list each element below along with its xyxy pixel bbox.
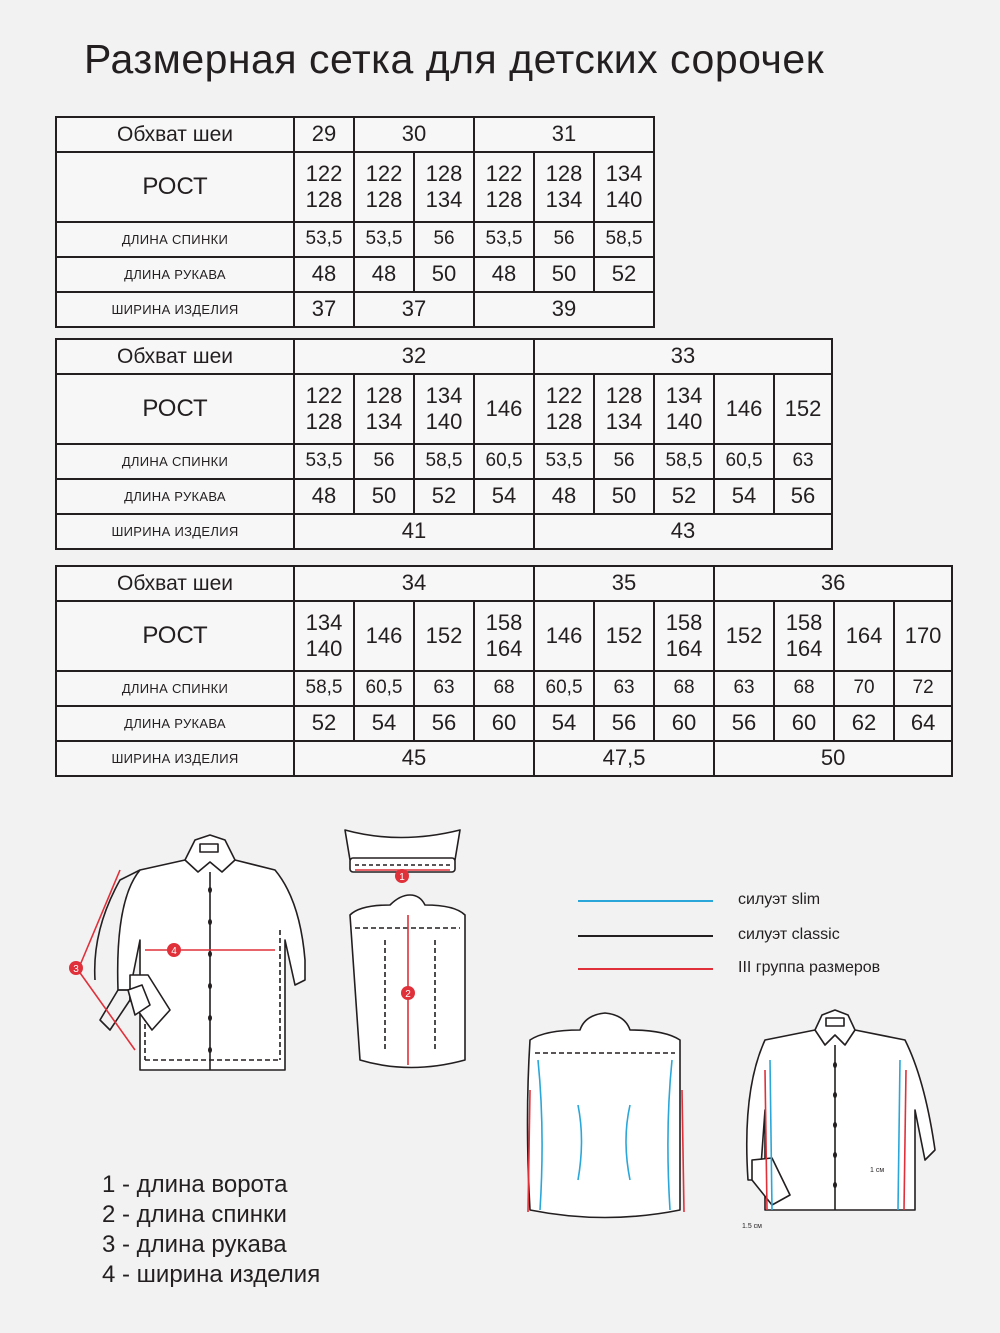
height-value: 122 128 xyxy=(294,152,354,222)
neck-value: 29 xyxy=(294,117,354,152)
height-value: 146 xyxy=(534,601,594,671)
neck-label: Обхват шеи xyxy=(56,566,294,601)
neck-label: Обхват шеи xyxy=(56,339,294,374)
back-length-value: 53,5 xyxy=(294,222,354,257)
sleeve-length-value: 56 xyxy=(774,479,832,514)
height-value: 128 134 xyxy=(594,374,654,444)
neck-value: 33 xyxy=(534,339,832,374)
width-value: 45 xyxy=(294,741,534,776)
height-value: 122 128 xyxy=(534,374,594,444)
back-length-value: 56 xyxy=(594,444,654,479)
dim-1cm: 1 см xyxy=(870,1167,885,1174)
sleeve-length-value: 60 xyxy=(654,706,714,741)
height-value: 158 164 xyxy=(654,601,714,671)
sleeve-length-value: 48 xyxy=(294,479,354,514)
back-length-value: 53,5 xyxy=(474,222,534,257)
width-value: 37 xyxy=(354,292,474,327)
neck-value: 34 xyxy=(294,566,534,601)
marker-2 xyxy=(401,986,415,1000)
back-length-label: ДЛИНА СПИНКИ xyxy=(56,444,294,479)
measurement-notes xyxy=(102,1170,320,1290)
sleeve-length-label: ДЛИНА РУКАВА xyxy=(56,479,294,514)
sleeve-length-value: 48 xyxy=(474,257,534,292)
collar-illustration xyxy=(345,830,460,872)
width-value: 41 xyxy=(294,514,534,549)
neck-value: 36 xyxy=(714,566,952,601)
neck-value: 30 xyxy=(354,117,474,152)
height-value: 146 xyxy=(714,374,774,444)
svg-text:1: 1 xyxy=(399,872,405,883)
back-length-value: 53,5 xyxy=(534,444,594,479)
dim-1-5cm: 1.5 см xyxy=(742,1223,762,1230)
sleeve-length-value: 50 xyxy=(594,479,654,514)
legend-label-size-group: III группа размеров xyxy=(738,959,881,976)
width-value: 47,5 xyxy=(534,741,714,776)
back-length-value: 56 xyxy=(414,222,474,257)
front-shirt-illustration xyxy=(95,835,305,1070)
width-label: ШИРИНА ИЗДЕЛИЯ xyxy=(56,514,294,549)
height-value: 128 134 xyxy=(534,152,594,222)
sleeve-length-value: 52 xyxy=(294,706,354,741)
back-length-value: 72 xyxy=(894,671,952,706)
page-title: Размерная сетка для детских сорочек xyxy=(84,36,825,82)
sleeve-length-value: 52 xyxy=(594,257,654,292)
legend-line-classic xyxy=(578,935,713,937)
height-value: 158 164 xyxy=(774,601,834,671)
neck-value: 31 xyxy=(474,117,654,152)
sleeve-length-value: 48 xyxy=(534,479,594,514)
height-value: 122 128 xyxy=(474,152,534,222)
height-value: 128 134 xyxy=(414,152,474,222)
sleeve-length-value: 56 xyxy=(714,706,774,741)
sleeve-length-label: ДЛИНА РУКАВА xyxy=(56,706,294,741)
back-length-value: 53,5 xyxy=(354,222,414,257)
back-length-value: 70 xyxy=(834,671,894,706)
height-value: 122 128 xyxy=(294,374,354,444)
sleeve-length-label: ДЛИНА РУКАВА xyxy=(56,257,294,292)
back-length-value: 63 xyxy=(714,671,774,706)
legend-line-size-group xyxy=(578,968,713,970)
height-value: 164 xyxy=(834,601,894,671)
back-length-value: 60,5 xyxy=(714,444,774,479)
sleeve-length-value: 48 xyxy=(294,257,354,292)
back-length-label: ДЛИНА СПИНКИ xyxy=(56,671,294,706)
back-length-value: 58,5 xyxy=(294,671,354,706)
height-value: 146 xyxy=(474,374,534,444)
height-label: РОСТ xyxy=(56,152,294,222)
neck-value: 35 xyxy=(534,566,714,601)
note-item: 4 - ширина изделия xyxy=(102,1261,321,1288)
height-value: 146 xyxy=(354,601,414,671)
sleeve-length-value: 54 xyxy=(714,479,774,514)
height-value: 134 140 xyxy=(294,601,354,671)
height-value: 152 xyxy=(774,374,832,444)
width-value: 39 xyxy=(474,292,654,327)
back-length-value: 58,5 xyxy=(414,444,474,479)
sleeve-length-value: 54 xyxy=(354,706,414,741)
sleeve-length-value: 60 xyxy=(474,706,534,741)
height-value: 170 xyxy=(894,601,952,671)
back-length-value: 58,5 xyxy=(654,444,714,479)
svg-text:4: 4 xyxy=(171,946,177,957)
sleeve-length-value: 54 xyxy=(534,706,594,741)
note-item: 2 - длина спинки xyxy=(102,1201,287,1228)
marker-3 xyxy=(69,961,83,975)
height-value: 152 xyxy=(714,601,774,671)
height-value: 134 140 xyxy=(594,152,654,222)
sleeve-length-value: 52 xyxy=(414,479,474,514)
back-length-value: 60,5 xyxy=(534,671,594,706)
neck-value: 32 xyxy=(294,339,534,374)
marker-4 xyxy=(167,943,181,957)
note-item: 3 - длина рукава xyxy=(102,1231,287,1258)
back-length-label: ДЛИНА СПИНКИ xyxy=(56,222,294,257)
width-value: 50 xyxy=(714,741,952,776)
back-length-value: 63 xyxy=(594,671,654,706)
height-value: 134 140 xyxy=(414,374,474,444)
sleeve-length-value: 50 xyxy=(534,257,594,292)
height-value: 122 128 xyxy=(354,152,414,222)
sleeve-length-value: 62 xyxy=(834,706,894,741)
back-length-value: 68 xyxy=(654,671,714,706)
sleeve-length-value: 52 xyxy=(654,479,714,514)
sleeve-length-value: 64 xyxy=(894,706,952,741)
legend-line-slim xyxy=(578,900,713,902)
svg-text:3: 3 xyxy=(73,964,79,975)
back-silhouette-illustration xyxy=(528,1013,685,1218)
sleeve-length-value: 48 xyxy=(354,257,414,292)
back-length-value: 58,5 xyxy=(594,222,654,257)
back-length-value: 68 xyxy=(474,671,534,706)
back-length-value: 56 xyxy=(354,444,414,479)
legend-label-classic: силуэт classic xyxy=(738,926,840,943)
sleeve-length-value: 60 xyxy=(774,706,834,741)
width-value: 37 xyxy=(294,292,354,327)
width-value: 43 xyxy=(534,514,832,549)
sleeve-length-value: 54 xyxy=(474,479,534,514)
note-item: 1 - длина ворота xyxy=(102,1171,288,1198)
back-length-value: 63 xyxy=(414,671,474,706)
height-value: 152 xyxy=(414,601,474,671)
sleeve-length-value: 56 xyxy=(594,706,654,741)
sleeve-length-value: 56 xyxy=(414,706,474,741)
back-length-value: 53,5 xyxy=(294,444,354,479)
height-value: 152 xyxy=(594,601,654,671)
sleeve-length-value: 50 xyxy=(354,479,414,514)
marker-1 xyxy=(395,869,409,883)
width-label: ШИРИНА ИЗДЕЛИЯ xyxy=(56,741,294,776)
legend-label-slim: силуэт slim xyxy=(738,891,821,908)
height-label: РОСТ xyxy=(56,374,294,444)
neck-label: Обхват шеи xyxy=(56,117,294,152)
front-silhouette-illustration xyxy=(747,1010,935,1210)
height-label: РОСТ xyxy=(56,601,294,671)
height-value: 134 140 xyxy=(654,374,714,444)
height-value: 128 134 xyxy=(354,374,414,444)
width-label: ШИРИНА ИЗДЕЛИЯ xyxy=(56,292,294,327)
height-value: 158 164 xyxy=(474,601,534,671)
back-length-value: 63 xyxy=(774,444,832,479)
sleeve-length-value: 50 xyxy=(414,257,474,292)
back-length-value: 60,5 xyxy=(354,671,414,706)
back-length-value: 68 xyxy=(774,671,834,706)
back-length-value: 60,5 xyxy=(474,444,534,479)
svg-text:2: 2 xyxy=(405,989,411,1000)
back-length-value: 56 xyxy=(534,222,594,257)
